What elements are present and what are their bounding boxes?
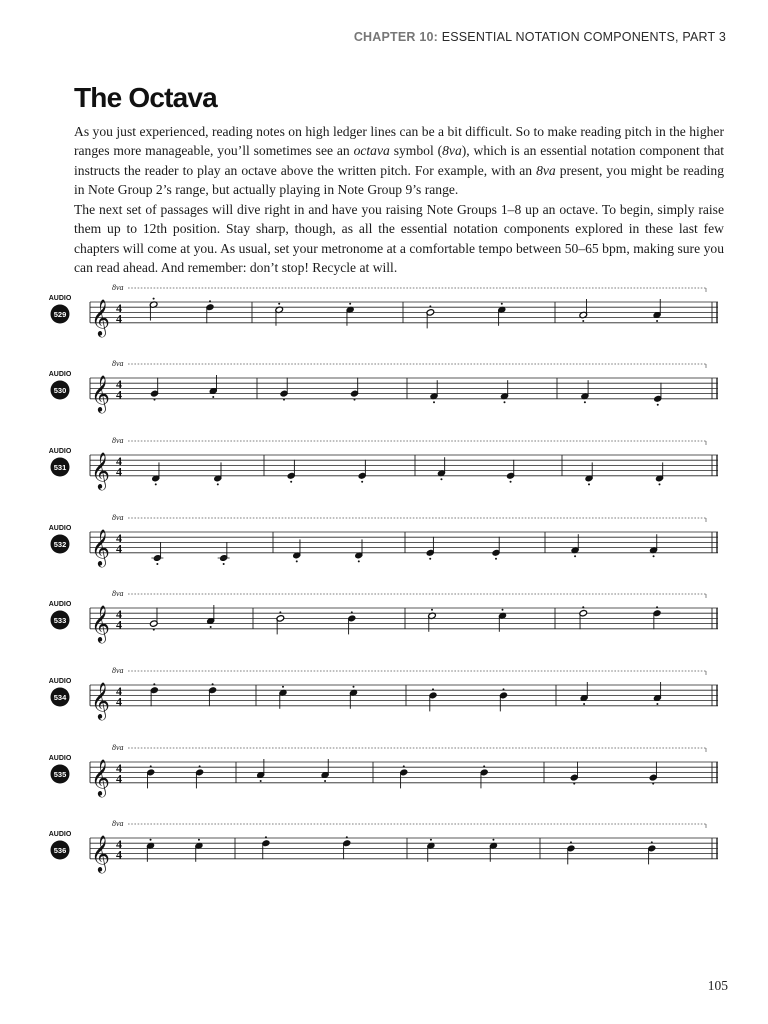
time-signature-bottom: 4 [116, 541, 122, 556]
staccato-dot [510, 481, 512, 483]
staccato-dot [504, 401, 506, 403]
text-run: present, you might be reading in Note Group 2’s range, but actually playing in Note Group 9’s range. [74, 162, 724, 198]
staccato-dot [492, 839, 494, 841]
time-signature-top: 4 [116, 606, 122, 621]
staccato-dot [584, 401, 586, 403]
octava-label: 8va [112, 819, 124, 828]
staccato-dot [209, 300, 211, 302]
staccato-dot [346, 836, 348, 838]
staccato-dot [279, 611, 281, 613]
staccato-dot [210, 626, 212, 628]
staccato-dot [440, 478, 442, 480]
staccato-dot [153, 683, 155, 685]
audio-label: AUDIO [48, 371, 72, 378]
audio-track-number: 533 [53, 616, 67, 625]
exercise-535 [49, 743, 718, 797]
text-run: As you just experienced, reading notes on high ledger lines can be a bit difficult. So to make reading pitch in the higher ranges more manageable, you’ll sometimes see an [74, 124, 724, 159]
page-number: 105 [707, 978, 728, 993]
octava-label: 8va [112, 513, 124, 522]
octava-label: 8va [112, 436, 124, 445]
staccato-dot [495, 558, 497, 560]
octava-label: 8va [112, 359, 124, 368]
audio-track-number: 529 [53, 310, 67, 319]
staccato-dot [582, 320, 584, 322]
time-signature-top: 4 [116, 300, 122, 315]
staccato-dot [282, 686, 284, 688]
staccato-dot [223, 563, 225, 565]
exercise-531 [49, 436, 718, 490]
audio-track-number: 534 [53, 693, 67, 702]
staccato-dot [349, 303, 351, 305]
staccato-dot [353, 686, 355, 688]
staccato-dot [217, 483, 219, 485]
exercise-536 [49, 819, 718, 873]
staccato-dot [656, 320, 658, 322]
octava-label: 8va [112, 283, 124, 292]
time-signature-top: 4 [116, 376, 122, 391]
staccato-dot [652, 783, 654, 785]
staccato-dot [278, 303, 280, 305]
audio-label: AUDIO [48, 448, 72, 455]
treble-clef: 𝄞 [91, 527, 110, 566]
staccato-dot [155, 483, 157, 485]
staccato-dot [265, 836, 267, 838]
audio-label: AUDIO [48, 525, 72, 532]
audio-track-number: 536 [53, 846, 67, 855]
text-run: The next set of passages will dive right in and have you raising Note Groups 1–8 up an octave. To begin, simply raise them up to 12th position. Stay sharp, though, as all the essential notation components explored in these last few chapters will come at you. As usual, set your metronome at a comfortable tempo between 50–65 bpm, making sure you can read ahead. And remember: don’t stop! Recycle at will. [74, 202, 724, 276]
text-run: symbol ( [389, 143, 443, 159]
time-signature-bottom: 4 [116, 694, 122, 709]
staccato-dot [501, 303, 503, 305]
staccato-dot [260, 780, 262, 782]
staccato-dot [212, 396, 214, 398]
staccato-dot [150, 765, 152, 767]
staccato-dot [358, 560, 360, 562]
staccato-dot [656, 606, 658, 608]
treble-clef: 𝄞 [91, 680, 110, 719]
staccato-dot [588, 483, 590, 485]
time-signature-bottom: 4 [116, 847, 122, 862]
audio-track-number: 531 [53, 463, 67, 472]
staccato-dot [429, 305, 431, 307]
exercise-534 [49, 666, 718, 720]
staccato-dot [574, 555, 576, 557]
staccato-dot [503, 688, 505, 690]
staccato-dot [432, 688, 434, 690]
italic-term: octava [353, 143, 390, 159]
staccato-dot [153, 629, 155, 631]
chapter-label: CHAPTER 10: [353, 30, 438, 44]
treble-clef: 𝄞 [91, 833, 110, 872]
staccato-dot [290, 481, 292, 483]
audio-label: AUDIO [48, 601, 72, 608]
audio-track-number: 532 [53, 540, 67, 549]
staccato-dot [354, 399, 356, 401]
staccato-dot [583, 703, 585, 705]
staccato-dot [502, 609, 504, 611]
italic-term: 8va [536, 162, 556, 178]
time-signature-top: 4 [116, 453, 122, 468]
staccato-dot [154, 399, 156, 401]
staccato-dot [212, 683, 214, 685]
staccato-dot [361, 481, 363, 483]
time-signature-top: 4 [116, 530, 122, 545]
staccato-dot [150, 839, 152, 841]
staccato-dot [659, 483, 661, 485]
staccato-dot [156, 563, 158, 565]
audio-label: AUDIO [48, 678, 72, 685]
time-signature-top: 4 [116, 836, 122, 851]
treble-clef: 𝄞 [91, 757, 110, 796]
staccato-dot [324, 780, 326, 782]
staccato-dot [429, 558, 431, 560]
time-signature-bottom: 4 [116, 387, 122, 402]
staccato-dot [582, 606, 584, 608]
octava-label: 8va [112, 589, 124, 598]
audio-label: AUDIO [48, 755, 72, 762]
staccato-dot [403, 765, 405, 767]
staccato-dot [656, 703, 658, 705]
exercise-533 [49, 589, 718, 643]
octava-label: 8va [112, 666, 124, 675]
section-title: The Octava [74, 82, 217, 113]
italic-term: 8va [442, 143, 462, 159]
staccato-dot [657, 404, 659, 406]
exercise-529 [49, 283, 718, 337]
audio-label: AUDIO [48, 295, 72, 302]
staccato-dot [651, 841, 653, 843]
treble-clef: 𝄞 [91, 297, 110, 336]
exercise-532 [49, 513, 718, 567]
audio-track-number: 535 [53, 770, 67, 779]
staccato-dot [199, 765, 201, 767]
staccato-dot [430, 839, 432, 841]
treble-clef: 𝄞 [91, 450, 110, 489]
staccato-dot [431, 609, 433, 611]
staccato-dot [283, 399, 285, 401]
audio-track-number: 530 [53, 386, 67, 395]
time-signature-bottom: 4 [116, 617, 122, 632]
staccato-dot [351, 611, 353, 613]
staccato-dot [573, 783, 575, 785]
time-signature-top: 4 [116, 760, 122, 775]
treble-clef: 𝄞 [91, 603, 110, 642]
staccato-dot [570, 841, 572, 843]
staccato-dot [198, 839, 200, 841]
exercise-530 [49, 359, 718, 413]
octava-label: 8va [112, 743, 124, 752]
time-signature-top: 4 [116, 683, 122, 698]
text-run: ), which is an essential notation component that instructs the reader to play an octave above the written pitch. For example, with an [74, 143, 725, 178]
treble-clef: 𝄞 [91, 373, 110, 412]
chapter-title: ESSENTIAL NOTATION COMPONENTS, PART 3 [441, 30, 726, 44]
time-signature-bottom: 4 [116, 771, 122, 786]
staccato-dot [433, 401, 435, 403]
staccato-dot [483, 765, 485, 767]
audio-label: AUDIO [48, 831, 72, 838]
staccato-dot [153, 298, 155, 300]
time-signature-bottom: 4 [116, 311, 122, 326]
staccato-dot [653, 555, 655, 557]
staccato-dot [296, 560, 298, 562]
time-signature-bottom: 4 [116, 464, 122, 479]
